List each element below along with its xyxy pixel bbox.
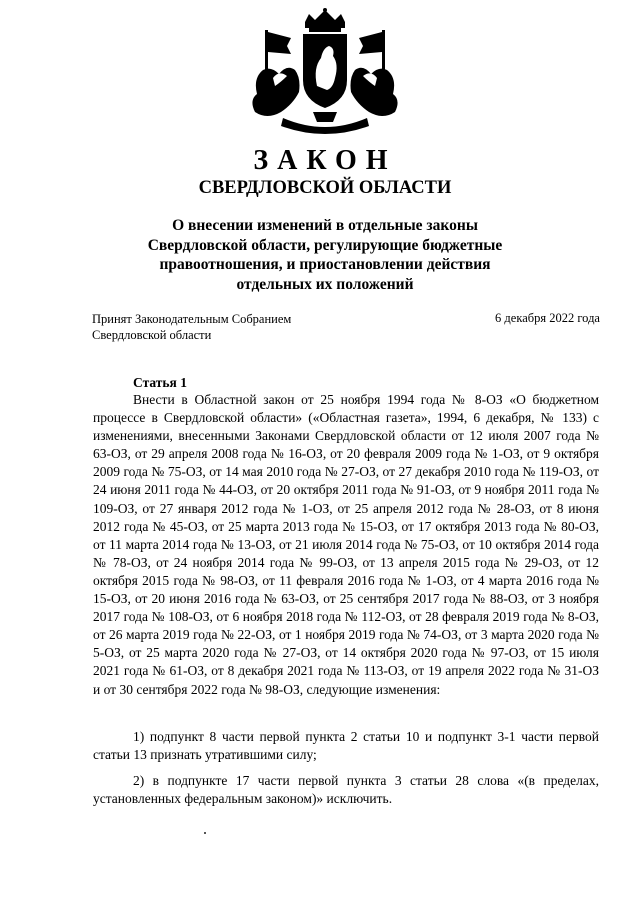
article-item <box>93 728 599 764</box>
paragraph: 2) в подпункте 17 части первой пункта 3 статьи 28 слова «(в пределах, установленных федеральным законом)» исключить. <box>93 773 599 807</box>
adoption-line: Свердловской области <box>92 328 212 342</box>
coat-of-arms-icon <box>243 8 407 140</box>
region-name: СВЕРДЛОВСКОЙ ОБЛАСТИ <box>198 178 452 198</box>
paragraph: 1) подпункт 8 части первой пункта 2 статьи 10 и подпункт 3-1 части первой статьи 13 признать утратившими силу; <box>93 729 599 763</box>
law-title: ЗАКОН <box>253 145 397 176</box>
subject-line: правоотношения, и приостановлении действия <box>159 256 491 273</box>
adoption-line: Принят Законодательным Собранием <box>92 312 292 326</box>
article-item <box>93 772 599 808</box>
law-subject <box>110 216 540 294</box>
adoption-note <box>92 311 291 343</box>
subject-line: О внесении изменений в отдельные законы <box>172 217 478 234</box>
article-title: Статья 1 <box>133 375 187 390</box>
article-intro <box>93 391 599 699</box>
subject-line: Свердловской области, регулирующие бюджетные <box>147 236 503 254</box>
subject-line: отдельных их положений <box>236 275 414 293</box>
paragraph: Внести в Областной закон от 25 ноября 1994 года № 8-ОЗ «О бюджетном процессе в Свердловской области» («Областная газета», 1994, 6 декабря, № 133) с изменениями, внесенными Законами Свердловской области от 12 июля 2007 года № 63-ОЗ, от 29 апреля 2008 года № 16-ОЗ, от 20 февраля 2009 года № 1-ОЗ, от 9 октября 2009 года № 75-ОЗ, от 14 мая 2010 года № 27-ОЗ, от 27 декабря 2010 года № 119-ОЗ, от 24 июня 2011 года № 44-ОЗ, от 20 октября 2011 года № 91-ОЗ, от 9 ноября 2011 года № 109-ОЗ, от 27 января 2012 года № 1-ОЗ, от 25 апреля 2012 года № 28-ОЗ, от 8 июня 2012 года № 45-ОЗ, от 25 марта 2013 года № 15-ОЗ, от 17 октября 2013 года № 80-ОЗ, от 11 марта 2014 года № 13-ОЗ, от 21 июля 2014 года № 75-ОЗ, от 10 октября 2014 года № 78-ОЗ, от 24 ноября 2014 года № 99-ОЗ, от 13 апреля 2015 года № 29-ОЗ, от 12 октября 2015 года № 98-ОЗ, от 11 февраля 2016 года № 1-ОЗ, от 4 марта 2016 года № 15-ОЗ, от 20 июня 2016 года № 63-ОЗ, от 25 сентября 2017 года № 88-ОЗ, от 3 ноября 2017 года № 108-ОЗ, от 6 ноября 2018 года № 112-ОЗ, от 28 февраля 2019 года № 8-ОЗ, от 26 марта 2019 года № 22-ОЗ, от 1 ноября 2019 года № 74-ОЗ, от 3 марта 2020 года № 5-ОЗ, от 25 марта 2020 года № 27-ОЗ, от 14 октября 2020 года № 97-ОЗ, от 15 июля 2021 года № 61-ОЗ, от 8 декабря 2021 года № 113-ОЗ, от 19 апреля 2022 года № 31-ОЗ и от 30 сентября 2022 года № 98-ОЗ, следующие изменения: <box>93 392 599 697</box>
scan-speck <box>204 832 206 834</box>
adoption-date: 6 декабря 2022 года <box>495 311 600 325</box>
